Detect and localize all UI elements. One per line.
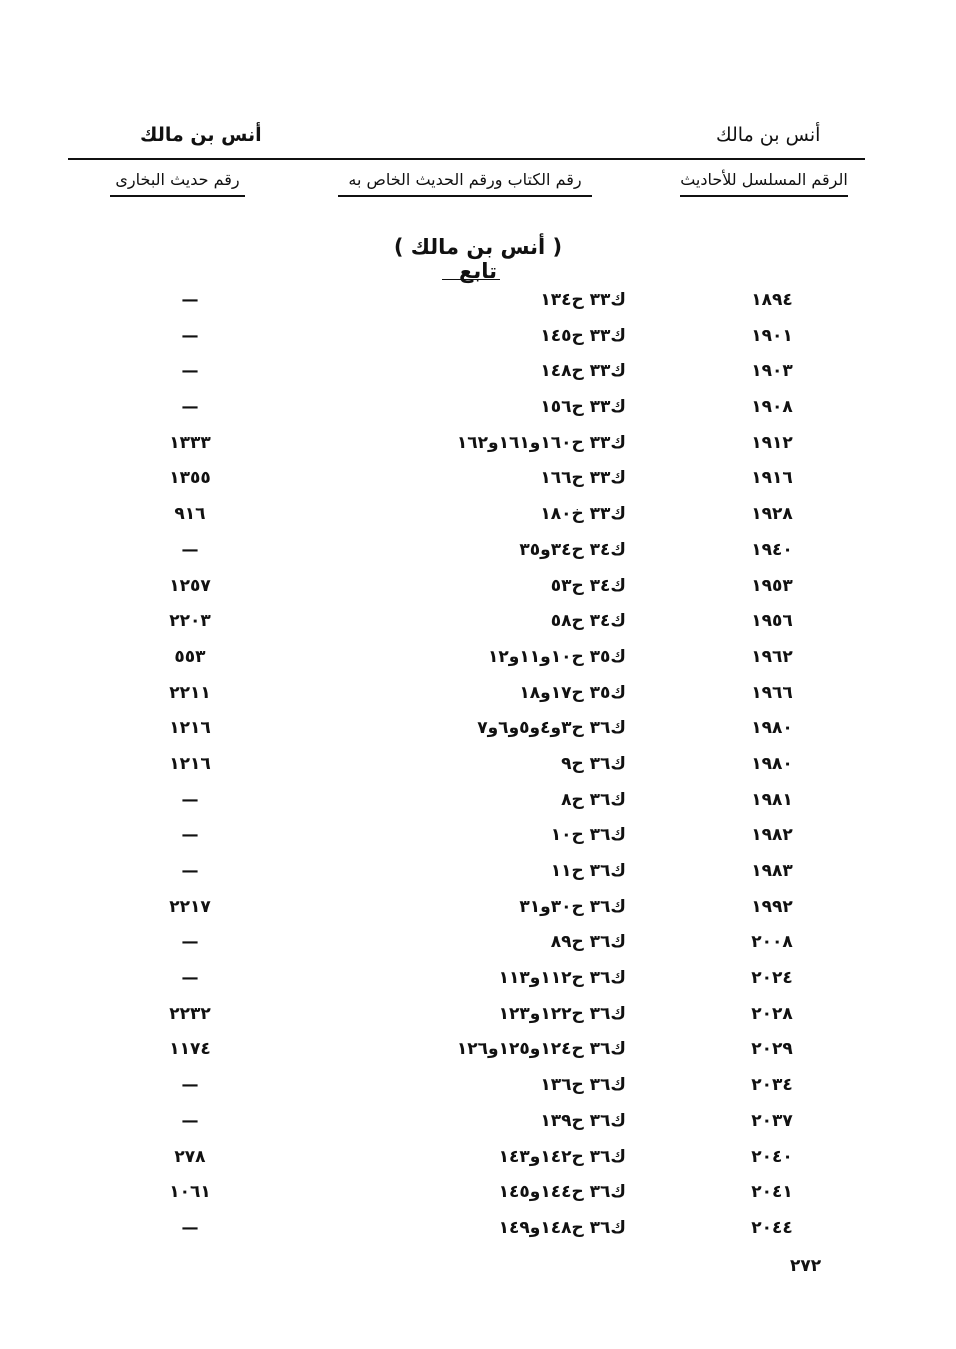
bukhari-cell: — xyxy=(181,932,199,953)
book-ref-cell: ك٣٦ ح١٣٦ xyxy=(540,1075,626,1096)
table-row xyxy=(0,925,956,961)
bukhari-cell: ٢٧٨ xyxy=(174,1146,206,1167)
serial-cell: ١٩٤٠ xyxy=(751,539,793,560)
serial-cell: ١٩٥٣ xyxy=(751,575,793,596)
column-header-bukhari: رقم حديث البخارى xyxy=(110,170,245,197)
serial-cell: ١٩٨١ xyxy=(751,789,793,810)
book-ref-cell: ك٣٣ ح١٤٥ xyxy=(540,325,626,346)
table-row xyxy=(0,461,956,497)
table-row xyxy=(0,604,956,640)
table-row xyxy=(0,1068,956,1104)
column-header-book-ref: رقم الكتاب ورقم الحديث الخاص به xyxy=(338,170,592,197)
table-row xyxy=(0,676,956,712)
serial-cell: ١٩١٦ xyxy=(751,468,793,489)
table-row xyxy=(0,283,956,319)
bukhari-cell: — xyxy=(181,968,199,989)
book-ref-cell: ك٣٥ ح١٠و١١و١٢ xyxy=(488,646,626,667)
book-ref-cell: ك٣٣ ح١٦٠و١٦١و١٦٢ xyxy=(456,432,626,453)
bukhari-cell: ١٣٣٣ xyxy=(169,432,211,453)
bukhari-cell: ١٠٦١ xyxy=(169,1182,211,1203)
serial-cell: ٢٠٤٠ xyxy=(751,1146,793,1167)
book-ref-cell: ك٣٣ ح١٣٤ xyxy=(540,290,626,310)
book-ref-cell: ك٣٦ ح١٤٢و١٤٣ xyxy=(498,1146,626,1167)
bukhari-cell: — xyxy=(181,325,199,346)
book-ref-cell: ك٣٥ ح١٧و١٨ xyxy=(519,682,626,703)
book-ref-cell: ك٣٦ ح١٣٩ xyxy=(540,1110,626,1131)
bukhari-cell: ١٢١٦ xyxy=(169,753,211,774)
header-right-title: أنس بن مالك xyxy=(716,124,821,146)
bukhari-cell: ٩١٦ xyxy=(174,504,206,525)
book-ref-cell: ك٣٦ ح٣و٤و٥و٦و٧ xyxy=(477,718,626,739)
table-row xyxy=(0,319,956,355)
book-ref-cell: ك٣٦ ح١١٢و١١٣ xyxy=(498,968,626,989)
book-ref-cell: ك٣٤ ح٣٤و٣٥ xyxy=(519,539,626,560)
serial-cell: ٢٠٢٤ xyxy=(751,968,793,989)
bukhari-cell: ٢٢١٧ xyxy=(169,896,211,917)
book-ref-cell: ك٣٦ ح١١ xyxy=(550,861,626,881)
serial-cell: ١٩٦٢ xyxy=(751,646,793,667)
bukhari-cell: ٢٢٣٢ xyxy=(169,1003,211,1024)
table-row xyxy=(0,1175,956,1211)
book-ref-cell: ك٣٤ ح٥٨ xyxy=(550,611,626,632)
book-ref-cell: ك٣٦ ح٩ xyxy=(561,753,626,774)
serial-cell: ٢٠٢٨ xyxy=(751,1003,793,1024)
table-row xyxy=(0,1211,956,1247)
table-row xyxy=(0,711,956,747)
bukhari-cell: — xyxy=(181,290,199,310)
serial-cell: ٢٠٤٤ xyxy=(751,1217,793,1238)
table-row xyxy=(0,426,956,462)
table-row xyxy=(0,1104,956,1140)
bukhari-cell: — xyxy=(181,1217,199,1238)
book-ref-cell: ك٣٣ ح١٤٨ xyxy=(540,361,626,382)
table-row xyxy=(0,997,956,1033)
serial-cell: ١٩٦٦ xyxy=(751,682,793,703)
bukhari-cell: ١٢٥٧ xyxy=(169,575,211,596)
table-row xyxy=(0,640,956,676)
serial-cell: ١٩٨٢ xyxy=(751,825,793,846)
bukhari-cell: ٥٥٣ xyxy=(174,646,206,667)
header-left-title: أنس بن مالك xyxy=(140,124,262,146)
serial-cell: ١٩٨٣ xyxy=(751,861,793,881)
table-row xyxy=(0,497,956,533)
table-row xyxy=(0,1140,956,1176)
table-row xyxy=(0,890,956,926)
book-ref-cell: ك٣٣ ح١٥٦ xyxy=(540,397,626,418)
table-row xyxy=(0,569,956,605)
table-row xyxy=(0,854,956,890)
book-ref-cell: ك٣٦ ح١٠ xyxy=(550,825,626,846)
bukhari-cell: — xyxy=(181,1075,199,1096)
serial-cell: ٢٠٠٨ xyxy=(751,932,793,953)
serial-cell: ٢٠٣٤ xyxy=(751,1075,793,1096)
book-ref-cell: ك٣٦ ح١٢٢و١٢٣ xyxy=(498,1003,626,1024)
bukhari-cell: — xyxy=(181,361,199,382)
book-ref-cell: ك٣٦ ح٨ xyxy=(561,789,626,810)
serial-cell: ١٩٢٨ xyxy=(751,504,793,525)
bukhari-cell: ٢٢١١ xyxy=(169,682,211,703)
bukhari-cell: — xyxy=(181,861,199,881)
bukhari-cell: ٢٢٠٣ xyxy=(169,611,211,632)
serial-cell: ١٩٨٠ xyxy=(751,718,793,739)
bukhari-cell: — xyxy=(181,789,199,810)
bukhari-cell: — xyxy=(181,825,199,846)
bukhari-cell: ١٢١٦ xyxy=(169,718,211,739)
serial-cell: ٢٠٣٧ xyxy=(751,1110,793,1131)
header-rule xyxy=(68,158,865,160)
table-row xyxy=(0,783,956,819)
serial-cell: ١٩٠٣ xyxy=(751,361,793,382)
bukhari-cell: — xyxy=(181,397,199,418)
book-ref-cell: ك٣٣ ح١٦٦ xyxy=(540,468,626,489)
section-title: ( أنس بن مالك ) تابع xyxy=(393,235,563,283)
table-row xyxy=(0,818,956,854)
column-header-serial: الرقم المسلسل للأحاديث xyxy=(680,170,848,197)
bukhari-cell: ١٣٥٥ xyxy=(169,468,211,489)
bukhari-cell: ١١٧٤ xyxy=(169,1039,211,1060)
serial-cell: ١٩٠٨ xyxy=(751,397,793,418)
serial-cell: ٢٠٢٩ xyxy=(751,1039,793,1060)
serial-cell: ١٩٨٠ xyxy=(751,753,793,774)
serial-cell: ٢٠٤١ xyxy=(751,1182,793,1203)
bukhari-cell: — xyxy=(181,539,199,560)
book-ref-cell: ك٣٦ ح٨٩ xyxy=(550,932,626,953)
table-row xyxy=(0,533,956,569)
bukhari-cell: — xyxy=(181,1110,199,1131)
book-ref-cell: ك٣٦ ح١٤٨و١٤٩ xyxy=(498,1217,626,1238)
section-rule xyxy=(442,279,500,280)
book-ref-cell: ك٣٦ ح١٢٤و١٢٥و١٢٦ xyxy=(456,1039,626,1060)
table-row xyxy=(0,1032,956,1068)
table-body xyxy=(0,283,956,1247)
book-ref-cell: ك٣٤ ح٥٣ xyxy=(550,575,626,596)
page-number: ٢٧٢ xyxy=(790,1256,822,1276)
serial-cell: ١٩٠١ xyxy=(751,325,793,346)
serial-cell: ١٩٩٢ xyxy=(751,896,793,917)
book-ref-cell: ك٣٣ خ١٨٠ xyxy=(540,504,626,525)
book-ref-cell: ك٣٦ ح١٤٤و١٤٥ xyxy=(498,1182,626,1203)
serial-cell: ١٨٩٤ xyxy=(751,290,793,310)
book-ref-cell: ك٣٦ ح٣٠و٣١ xyxy=(519,896,626,917)
table-row xyxy=(0,961,956,997)
table-row xyxy=(0,747,956,783)
table-row xyxy=(0,354,956,390)
table-row xyxy=(0,390,956,426)
serial-cell: ١٩٥٦ xyxy=(751,611,793,632)
serial-cell: ١٩١٢ xyxy=(751,432,793,453)
